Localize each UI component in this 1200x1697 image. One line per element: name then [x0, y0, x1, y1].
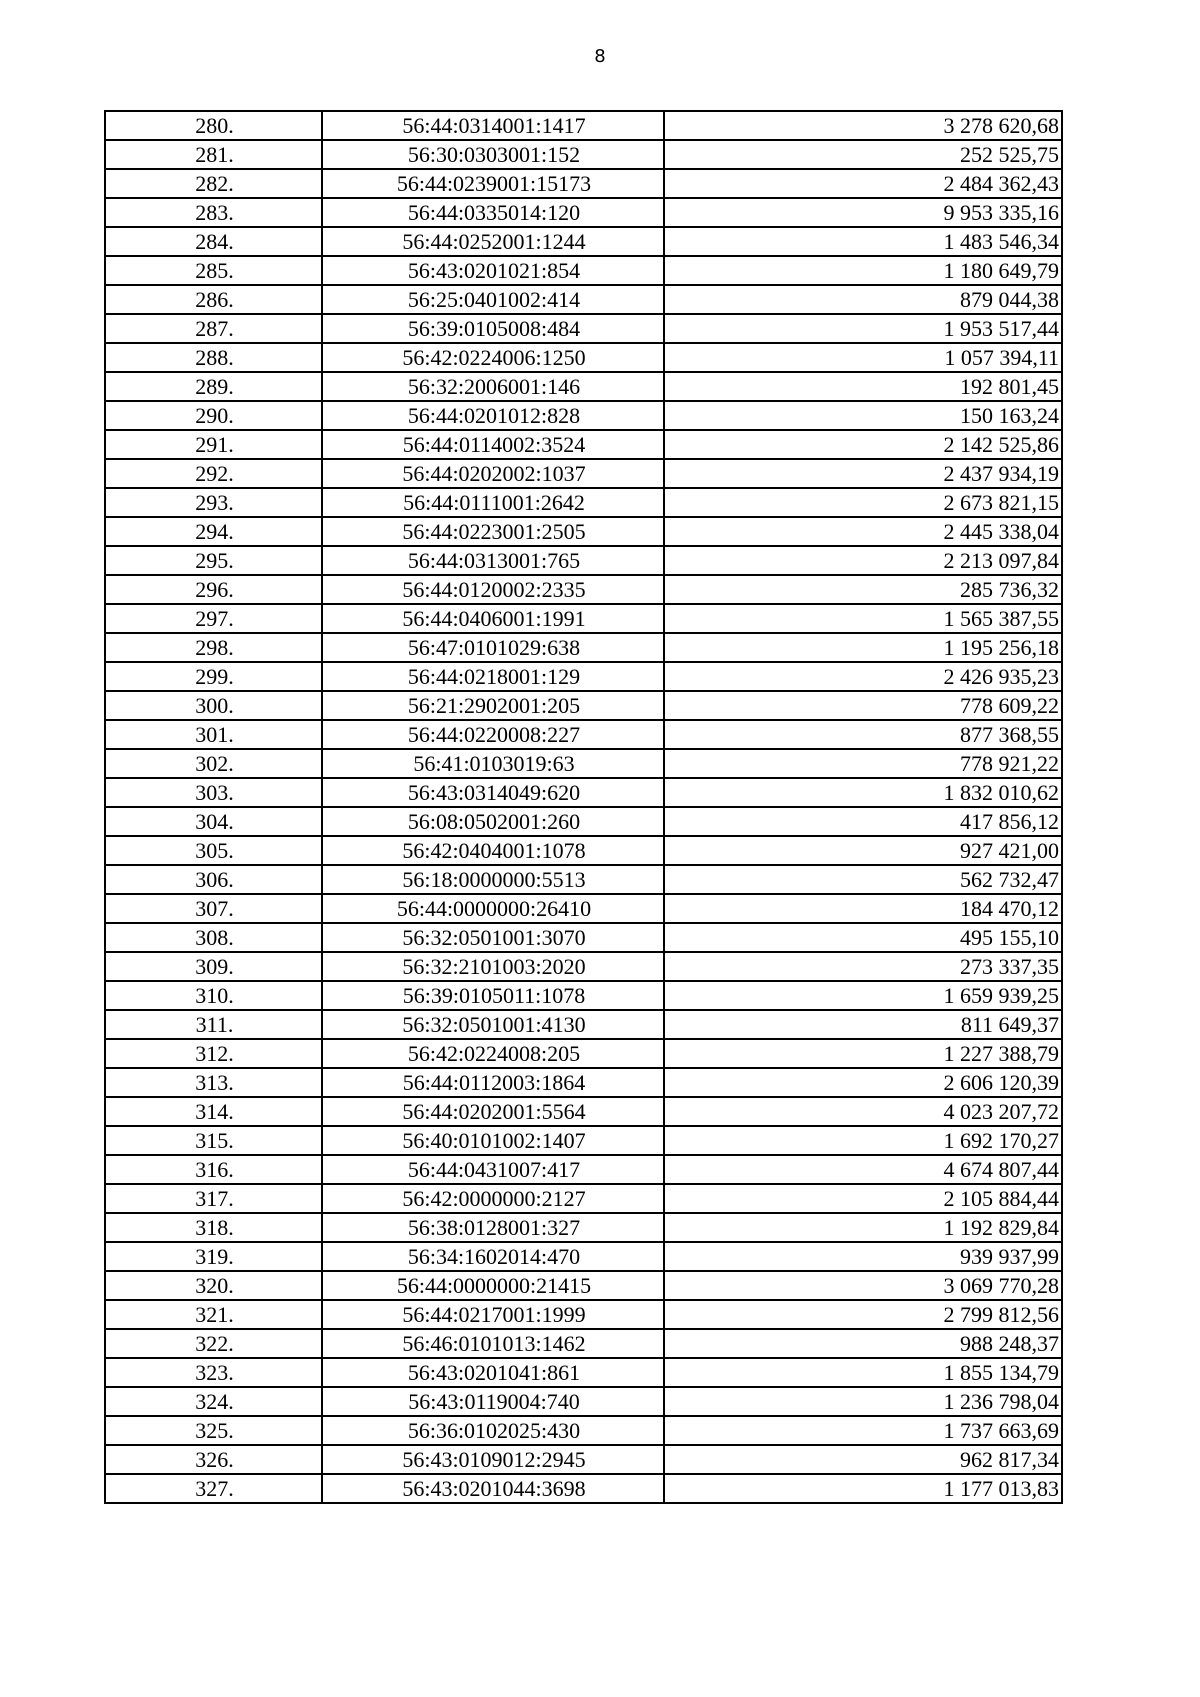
cadastral-value-cell: 778 921,22: [664, 749, 1062, 778]
table-row: [105, 285, 1062, 314]
table-row: [105, 256, 1062, 285]
cadastral-number-cell: 56:32:2101003:2020: [322, 952, 664, 981]
table-row: [105, 314, 1062, 343]
row-number-cell: 310.: [105, 981, 322, 1010]
cadastral-number-cell: 56:43:0119004:740: [322, 1387, 664, 1416]
cadastral-value-cell: 4 674 807,44: [664, 1155, 1062, 1184]
row-number-cell: 294.: [105, 517, 322, 546]
row-number-cell: 311.: [105, 1010, 322, 1039]
cadastral-number-cell: 56:32:0501001:3070: [322, 923, 664, 952]
table-row: [105, 1010, 1062, 1039]
cadastral-value-cell: 1 177 013,83: [664, 1474, 1062, 1503]
cadastral-number-cell: 56:44:0202002:1037: [322, 459, 664, 488]
table-row: [105, 1126, 1062, 1155]
cadastral-number-cell: 56:30:0303001:152: [322, 140, 664, 169]
row-number-cell: 324.: [105, 1387, 322, 1416]
table-row: [105, 1039, 1062, 1068]
row-number-cell: 290.: [105, 401, 322, 430]
table-row: [105, 720, 1062, 749]
table-row: [105, 1416, 1062, 1445]
table-row: [105, 140, 1062, 169]
cadastral-number-cell: 56:44:0201012:828: [322, 401, 664, 430]
table-row: [105, 1213, 1062, 1242]
table-row: [105, 778, 1062, 807]
cadastral-number-cell: 56:36:0102025:430: [322, 1416, 664, 1445]
cadastral-number-cell: 56:42:0000000:2127: [322, 1184, 664, 1213]
cadastral-number-cell: 56:18:0000000:5513: [322, 865, 664, 894]
cadastral-value-cell: 273 337,35: [664, 952, 1062, 981]
cadastral-number-cell: 56:32:0501001:4130: [322, 1010, 664, 1039]
table-row: [105, 343, 1062, 372]
cadastral-value-cell: 811 649,37: [664, 1010, 1062, 1039]
cadastral-number-cell: 56:41:0103019:63: [322, 749, 664, 778]
row-number-cell: 319.: [105, 1242, 322, 1271]
row-number-cell: 321.: [105, 1300, 322, 1329]
cadastral-number-cell: 56:40:0101002:1407: [322, 1126, 664, 1155]
cadastral-value-cell: 285 736,32: [664, 575, 1062, 604]
row-number-cell: 308.: [105, 923, 322, 952]
table-row: [105, 459, 1062, 488]
cadastral-value-cell: 879 044,38: [664, 285, 1062, 314]
table-row: [105, 1387, 1062, 1416]
row-number-cell: 306.: [105, 865, 322, 894]
row-number-cell: 295.: [105, 546, 322, 575]
cadastral-value-cell: 1 227 388,79: [664, 1039, 1062, 1068]
row-number-cell: 317.: [105, 1184, 322, 1213]
table-row: [105, 169, 1062, 198]
cadastral-value-cell: 1 855 134,79: [664, 1358, 1062, 1387]
cadastral-number-cell: 56:44:0313001:765: [322, 546, 664, 575]
cadastral-number-cell: 56:44:0252001:1244: [322, 227, 664, 256]
table-row: [105, 952, 1062, 981]
table-row: [105, 575, 1062, 604]
cadastral-number-cell: 56:44:0223001:2505: [322, 517, 664, 546]
table-row: [105, 981, 1062, 1010]
row-number-cell: 326.: [105, 1445, 322, 1474]
cadastral-number-cell: 56:08:0502001:260: [322, 807, 664, 836]
cadastral-value-cell: 2 606 120,39: [664, 1068, 1062, 1097]
cadastral-value-cell: 252 525,75: [664, 140, 1062, 169]
row-number-cell: 325.: [105, 1416, 322, 1445]
cadastral-value-cell: 1 195 256,18: [664, 633, 1062, 662]
table-row: [105, 488, 1062, 517]
row-number-cell: 322.: [105, 1329, 322, 1358]
cadastral-value-cell: 2 437 934,19: [664, 459, 1062, 488]
cadastral-number-cell: 56:44:0114002:3524: [322, 430, 664, 459]
cadastral-value-cell: 927 421,00: [664, 836, 1062, 865]
row-number-cell: 323.: [105, 1358, 322, 1387]
row-number-cell: 303.: [105, 778, 322, 807]
row-number-cell: 283.: [105, 198, 322, 227]
row-number-cell: 284.: [105, 227, 322, 256]
cadastral-value-cell: 2 445 338,04: [664, 517, 1062, 546]
cadastral-value-cell: 778 609,22: [664, 691, 1062, 720]
row-number-cell: 299.: [105, 662, 322, 691]
row-number-cell: 291.: [105, 430, 322, 459]
cadastral-number-cell: 56:39:0105008:484: [322, 314, 664, 343]
row-number-cell: 287.: [105, 314, 322, 343]
table-row: [105, 836, 1062, 865]
table-row: [105, 517, 1062, 546]
cadastral-number-cell: 56:44:0314001:1417: [322, 111, 664, 140]
table-row: [105, 401, 1062, 430]
cadastral-value-cell: 1 832 010,62: [664, 778, 1062, 807]
table-row: [105, 111, 1062, 140]
cadastral-number-cell: 56:44:0202001:5564: [322, 1097, 664, 1126]
cadastral-value-cell: 1 180 649,79: [664, 256, 1062, 285]
row-number-cell: 300.: [105, 691, 322, 720]
cadastral-number-cell: 56:34:1602014:470: [322, 1242, 664, 1271]
table-row: [105, 1300, 1062, 1329]
cadastral-number-cell: 56:43:0314049:620: [322, 778, 664, 807]
cadastral-number-cell: 56:32:2006001:146: [322, 372, 664, 401]
cadastral-value-cell: 9 953 335,16: [664, 198, 1062, 227]
cadastral-number-cell: 56:47:0101029:638: [322, 633, 664, 662]
cadastral-value-cell: 1 192 829,84: [664, 1213, 1062, 1242]
cadastral-value-cell: 4 023 207,72: [664, 1097, 1062, 1126]
cadastral-number-cell: 56:44:0406001:1991: [322, 604, 664, 633]
row-number-cell: 327.: [105, 1474, 322, 1503]
table-row: [105, 691, 1062, 720]
row-number-cell: 296.: [105, 575, 322, 604]
table-row: [105, 198, 1062, 227]
cadastral-number-cell: 56:39:0105011:1078: [322, 981, 664, 1010]
cadastral-value-cell: 1 659 939,25: [664, 981, 1062, 1010]
row-number-cell: 304.: [105, 807, 322, 836]
cadastral-value-cell: 1 953 517,44: [664, 314, 1062, 343]
row-number-cell: 285.: [105, 256, 322, 285]
table-row: [105, 1474, 1062, 1503]
cadastral-number-cell: 56:46:0101013:1462: [322, 1329, 664, 1358]
row-number-cell: 280.: [105, 111, 322, 140]
page-number: 8: [594, 46, 606, 67]
row-number-cell: 302.: [105, 749, 322, 778]
table-row: [105, 749, 1062, 778]
row-number-cell: 292.: [105, 459, 322, 488]
row-number-cell: 307.: [105, 894, 322, 923]
cadastral-number-cell: 56:44:0120002:2335: [322, 575, 664, 604]
cadastral-value-cell: 988 248,37: [664, 1329, 1062, 1358]
cadastral-value-cell: 2 673 821,15: [664, 488, 1062, 517]
cadastral-value-cell: 2 142 525,86: [664, 430, 1062, 459]
cadastral-number-cell: 56:44:0431007:417: [322, 1155, 664, 1184]
table-row: [105, 1358, 1062, 1387]
cadastral-value-cell: 192 801,45: [664, 372, 1062, 401]
table-row: [105, 546, 1062, 575]
table-row: [105, 662, 1062, 691]
cadastral-number-cell: 56:43:0201044:3698: [322, 1474, 664, 1503]
cadastral-value-cell: 3 069 770,28: [664, 1271, 1062, 1300]
cadastral-number-cell: 56:43:0109012:2945: [322, 1445, 664, 1474]
cadastral-number-cell: 56:25:0401002:414: [322, 285, 664, 314]
row-number-cell: 282.: [105, 169, 322, 198]
cadastral-number-cell: 56:21:2902001:205: [322, 691, 664, 720]
table-row: [105, 1184, 1062, 1213]
cadastral-value-cell: 495 155,10: [664, 923, 1062, 952]
table-row: [105, 1445, 1062, 1474]
table-row: [105, 1155, 1062, 1184]
row-number-cell: 289.: [105, 372, 322, 401]
row-number-cell: 315.: [105, 1126, 322, 1155]
cadastral-number-cell: 56:44:0335014:120: [322, 198, 664, 227]
cadastral-value-cell: 417 856,12: [664, 807, 1062, 836]
row-number-cell: 301.: [105, 720, 322, 749]
row-number-cell: 298.: [105, 633, 322, 662]
cadastral-value-cell: 2 426 935,23: [664, 662, 1062, 691]
table-body: [105, 111, 1062, 1503]
cadastral-value-cell: 562 732,47: [664, 865, 1062, 894]
cadastral-value-cell: 962 817,34: [664, 1445, 1062, 1474]
table-row: [105, 865, 1062, 894]
row-number-cell: 309.: [105, 952, 322, 981]
table-row: [105, 807, 1062, 836]
row-number-cell: 305.: [105, 836, 322, 865]
row-number-cell: 318.: [105, 1213, 322, 1242]
cadastral-number-cell: 56:44:0220008:227: [322, 720, 664, 749]
row-number-cell: 313.: [105, 1068, 322, 1097]
cadastral-number-cell: 56:42:0224006:1250: [322, 343, 664, 372]
row-number-cell: 286.: [105, 285, 322, 314]
cadastral-value-cell: 1 737 663,69: [664, 1416, 1062, 1445]
table-row: [105, 227, 1062, 256]
row-number-cell: 281.: [105, 140, 322, 169]
row-number-cell: 314.: [105, 1097, 322, 1126]
table-row: [105, 1097, 1062, 1126]
cadastral-number-cell: 56:42:0404001:1078: [322, 836, 664, 865]
table-row: [105, 1271, 1062, 1300]
row-number-cell: 316.: [105, 1155, 322, 1184]
cadastral-number-cell: 56:43:0201021:854: [322, 256, 664, 285]
table-row: [105, 633, 1062, 662]
table-row: [105, 604, 1062, 633]
cadastral-value-cell: 2 105 884,44: [664, 1184, 1062, 1213]
cadastral-value-cell: 2 484 362,43: [664, 169, 1062, 198]
table-row: [105, 894, 1062, 923]
cadastral-number-cell: 56:44:0111001:2642: [322, 488, 664, 517]
cadastral-value-cell: 2 799 812,56: [664, 1300, 1062, 1329]
row-number-cell: 320.: [105, 1271, 322, 1300]
table-row: [105, 372, 1062, 401]
table-row: [105, 1242, 1062, 1271]
cadastral-number-cell: 56:44:0000000:21415: [322, 1271, 664, 1300]
row-number-cell: 293.: [105, 488, 322, 517]
row-number-cell: 297.: [105, 604, 322, 633]
row-number-cell: 288.: [105, 343, 322, 372]
cadastral-value-cell: 877 368,55: [664, 720, 1062, 749]
cadastral-value-cell: 1 483 546,34: [664, 227, 1062, 256]
cadastral-number-cell: 56:44:0000000:26410: [322, 894, 664, 923]
cadastral-number-cell: 56:42:0224008:205: [322, 1039, 664, 1068]
cadastral-value-cell: 1 565 387,55: [664, 604, 1062, 633]
cadastral-value-cell: 3 278 620,68: [664, 111, 1062, 140]
cadastral-value-cell: 939 937,99: [664, 1242, 1062, 1271]
cadastral-value-cell: 184 470,12: [664, 894, 1062, 923]
cadastral-value-cell: 1 236 798,04: [664, 1387, 1062, 1416]
cadastral-value-cell: 150 163,24: [664, 401, 1062, 430]
cadastral-number-cell: 56:44:0217001:1999: [322, 1300, 664, 1329]
table-row: [105, 430, 1062, 459]
cadastral-value-cell: 2 213 097,84: [664, 546, 1062, 575]
row-number-cell: 312.: [105, 1039, 322, 1068]
cadastral-number-cell: 56:44:0239001:15173: [322, 169, 664, 198]
cadastral-number-cell: 56:44:0218001:129: [322, 662, 664, 691]
cadastral-value-cell: 1 057 394,11: [664, 343, 1062, 372]
cadastral-value-table: [104, 110, 1063, 1504]
cadastral-number-cell: 56:44:0112003:1864: [322, 1068, 664, 1097]
table-row: [105, 1068, 1062, 1097]
table-row: [105, 923, 1062, 952]
cadastral-value-cell: 1 692 170,27: [664, 1126, 1062, 1155]
cadastral-number-cell: 56:43:0201041:861: [322, 1358, 664, 1387]
table-row: [105, 1329, 1062, 1358]
cadastral-number-cell: 56:38:0128001:327: [322, 1213, 664, 1242]
